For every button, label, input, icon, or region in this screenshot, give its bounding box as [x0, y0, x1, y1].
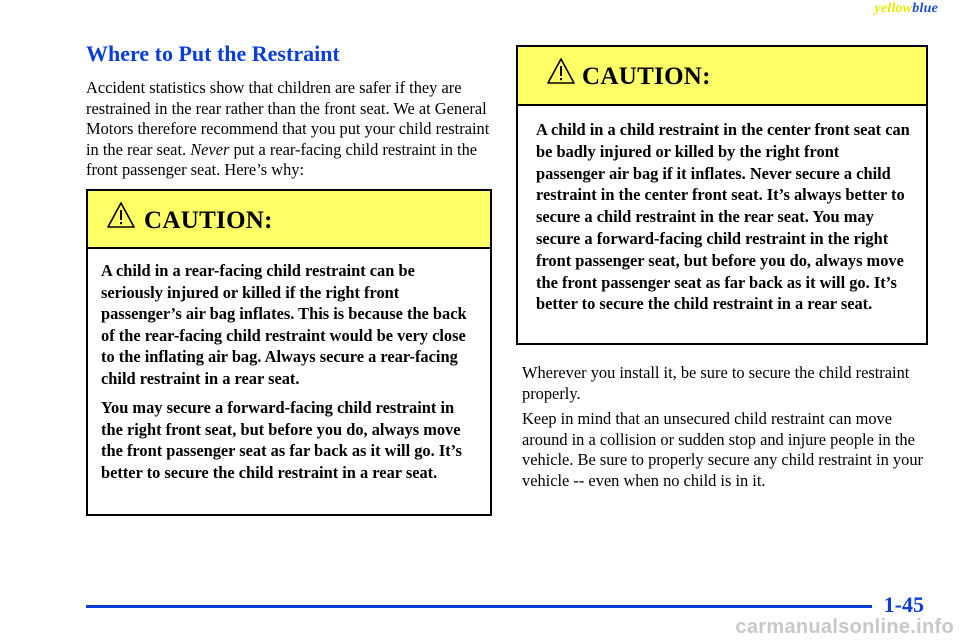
header-tag-blue: blue — [912, 1, 938, 16]
caution-title: CAUTION: — [582, 63, 711, 90]
caution-paragraph: A child in a rear-facing child restraint can be seriously injured or killed if the right front passenger’s air bag inflates. This is because the back of the rear-facing child restraint would be very close to the inflating air bag. Always secure a rear-facing child restraint in a rear seat. — [101, 261, 467, 388]
caution-body — [88, 249, 490, 483]
caution-body — [518, 106, 926, 315]
intro-text-start: Accident statistics show that children are safer if they are restrained in the rear rather than the front seat. We at General Motors therefore recommend that you put your child restraint in the rear seat. — [86, 78, 490, 159]
intro-emphasis: Never — [190, 139, 230, 159]
caution-paragraph: You may secure a forward-facing child restraint in the right front seat, but before you do, always move the front passenger seat as far back as it will go. It’s better to secure the child restraint in a rear seat. — [101, 398, 462, 482]
header-color-tag — [875, 1, 938, 17]
watermark: carmanualsonline.info — [735, 616, 954, 638]
page-number: 1-45 — [883, 592, 924, 617]
unsecured-restraint-paragraph: Keep in mind that an unsecured child restraint can move around in a collision or sudden stop and injure people in the vehicle. Be sure to properly secure any child restraint in your vehicle -- even when no child is in it. — [522, 409, 923, 490]
caution-header — [88, 191, 490, 249]
caution-paragraph: A child in a child restraint in the center front seat can be badly injured or killed by the right front passenger air bag if it inflates. Never secure a child restraint in the center front seat. It’s always better to secure a child restraint in the rear seat. You may secure a forward-facing child restraint in the right front passenger seat, but before you do, always move the front passenger seat as far back as it will go. It’s better to secure the child restraint in a rear seat. — [536, 120, 910, 314]
footer-rule — [86, 605, 872, 608]
caution-header — [518, 47, 926, 106]
warning-triangle-icon — [546, 57, 576, 85]
install-paragraph: Wherever you install it, be sure to secure the child restraint properly. — [522, 363, 910, 403]
intro-paragraph — [86, 78, 498, 181]
intro-text-end: put a rear-facing child restraint in the front passenger seat. Here’s why: — [86, 139, 478, 179]
caution-box-rear-facing — [86, 189, 492, 516]
caution-box-center-seat — [516, 45, 928, 345]
warning-triangle-icon — [106, 201, 136, 229]
section-title: Where to Put the Restraint — [86, 41, 340, 66]
header-tag-yellow: yellow — [874, 1, 913, 16]
caution-title: CAUTION: — [144, 207, 273, 234]
